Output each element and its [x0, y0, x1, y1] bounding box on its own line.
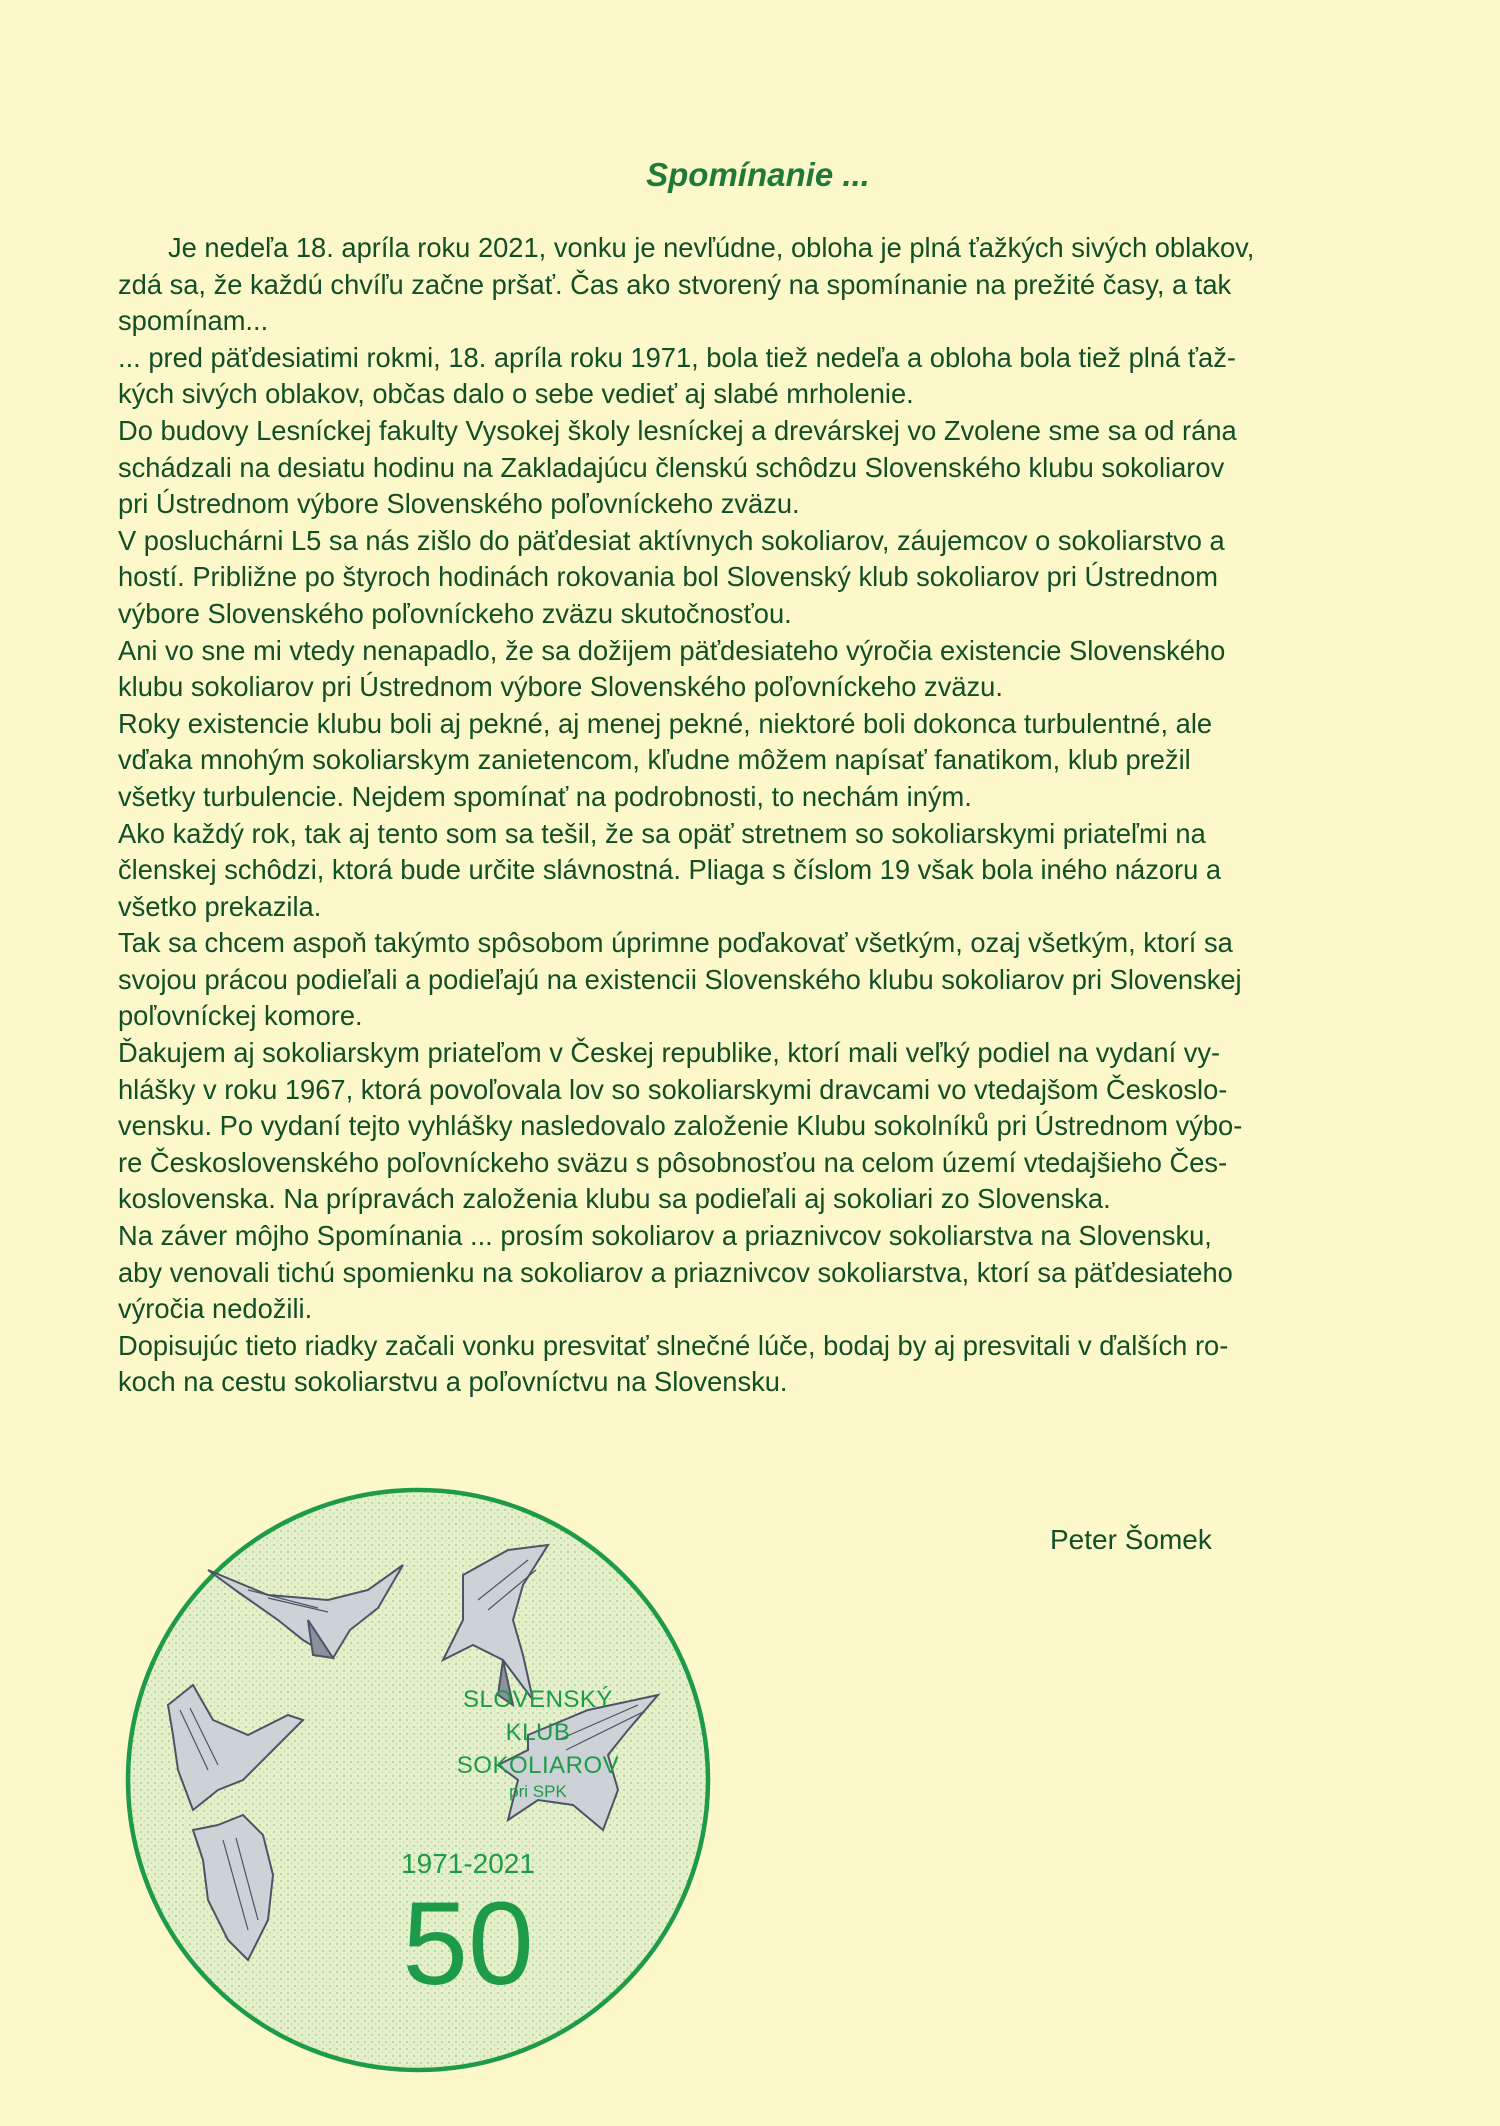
- paragraph: Na záver môjho Spomínania ... prosím sokoliarov a priaznivcov sokoliarstva na Slovensku, aby venovali tichú spomienku na sokoliarov a priaznivcov sokoliarstva, ktorí sa päťdesiateho výročia nedožili.: [118, 1220, 1233, 1325]
- paragraph: Dopisujúc tieto riadky začali vonku presvitať slnečné lúče, bodaj by aj presvitali v ďalších ro- koch na cestu sokoliarstvu a poľovníctvu na Slovensku.: [118, 1329, 1229, 1398]
- page-title: Spomínanie ...: [646, 156, 870, 193]
- author-signature: Peter Šomek: [1050, 1524, 1212, 1555]
- paragraph: Ako každý rok, tak aj tento som sa tešil, že sa opäť stretnem so sokoliarskymi priateľmi na členskej schôdzi, ktorá bude určite slávnostná. Pliaga s číslom 19 však bola iného názoru a všetko prekazila.: [118, 817, 1222, 922]
- paragraph: ... pred päťdesiatimi rokmi, 18. apríla roku 1971, bola tiež nedeľa a obloha bola tiež plná ťaž- kých sivých oblakov, občas dalo o sebe vedieť aj slabé mrholenie.: [118, 341, 1236, 410]
- paragraph: Roky existencie klubu boli aj pekné, aj menej pekné, niektoré boli dokonca turbulentné, ale vďaka mnohým sokoliarskym zanietencom, kľudne môžem napísať fanatikom, klub prežil všetky turbulencie. Nejdem spomínať na podrobnosti, to nechám iným.: [118, 707, 1213, 812]
- paragraph: V posluchárni L5 sa nás zišlo do päťdesiat aktívnych sokoliarov, záujemcov o sokoliarstvo a hostí. Približne po štyroch hodinách rokovania bol Slovenský klub sokoliarov pri Ústrednom výbore Slovenského poľovníckeho zväzu skutočnosťou.: [118, 524, 1225, 629]
- paragraph: Tak sa chcem aspoň takýmto spôsobom úprimne poďakovať všetkým, ozaj všetkým, ktorí sa svojou prácou podieľali a podieľajú na existencii Slovenského klubu sokoliarov pri Slovenskej poľovníckej komore.: [118, 927, 1242, 1032]
- paragraph: Ďakujem aj sokoliarskym priateľom v Českej republike, ktorí mali veľký podiel na vydaní vy- hlášky v roku 1967, ktorá povoľovala lov so sokoliarskymi dravcami vo vtedajšom Českoslo- vensku. Po vydaní tejto vyhlášky nasledovalo založenie Klubu sokolníků pri Ústrednom výbo- re Československého poľovníckeho sväzu s pôsobnosťou na celom území vtedajšieho Čes- koslovenska. Na prípravách založenia klubu sa podieľali aj sokoliari zo Slovenska.: [118, 1037, 1243, 1215]
- emblem-club-name-line2: KLUB: [505, 1719, 571, 1746]
- emblem-years: 1971-2021: [401, 1848, 535, 1879]
- paragraph: Ani vo sne mi vtedy nenapadlo, že sa dožijem päťdesiateho výročia existencie Slovenského klubu sokoliarov pri Ústrednom výbore Slovenského poľovníckeho zväzu.: [118, 634, 1226, 703]
- club-anniversary-emblem: [118, 1480, 718, 2080]
- article-body: [118, 230, 1403, 1401]
- emblem-club-name-line1: SLOVENSKÝ: [463, 1686, 613, 1713]
- emblem-club-subtitle: pri SPK: [509, 1782, 567, 1801]
- emblem-club-name-line3: SOKOLIAROV: [456, 1752, 620, 1779]
- paragraph: Je nedeľa 18. apríla roku 2021, vonku je nevľúdne, obloha je plná ťažkých sivých oblakov, zdá sa, že každú chvíľu začne pršať. Čas ako stvorený na spomínanie na prežité časy, a tak spomínam...: [118, 232, 1255, 337]
- paragraph: Do budovy Lesníckej fakulty Vysokej školy lesníckej a drevárskej vo Zvolene sme sa od rána schádzali na desiatu hodinu na Zakladajúcu členskú schôdzu Slovenského klubu sokoliarov pri Ústrednom výbore Slovenského poľovníckeho zväzu.: [118, 414, 1237, 520]
- emblem-anniversary-number: 50: [402, 1878, 534, 2010]
